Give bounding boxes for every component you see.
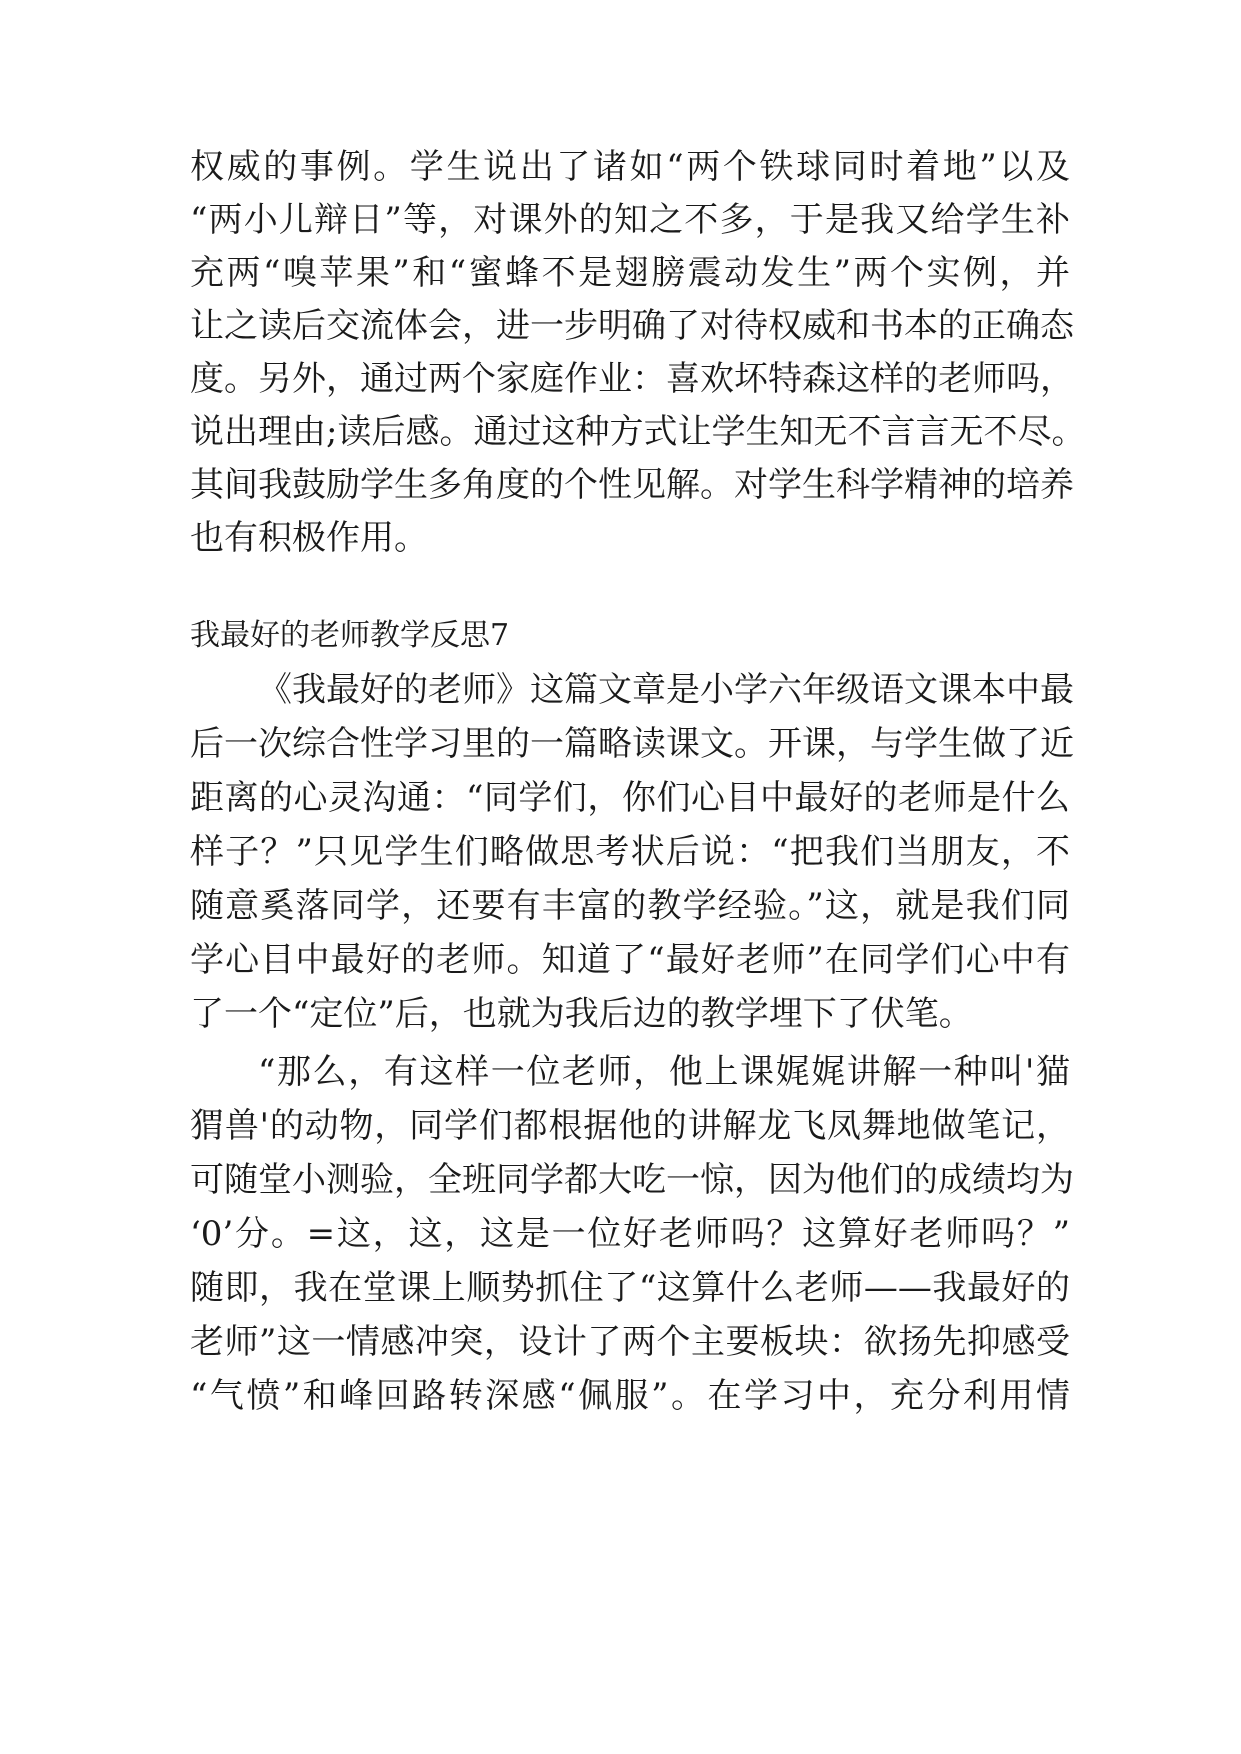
- paragraph-3-line-2: 猬兽'的动物，同学们都根据他的讲解龙飞凤舞地做笔记，: [190, 1106, 1070, 1146]
- paragraph-2-line-2: 后一次综合性学习里的一篇略读课文。开课，与学生做了近: [190, 724, 1074, 764]
- paragraph-1-line-3: 充两“嗅苹果”和“蜜蜂不是翅膀震动发生”两个实例，并: [190, 253, 1070, 293]
- paragraph-1-line-7: 其间我鼓励学生多角度的个性见解。对学生科学精神的培养: [190, 465, 1074, 505]
- paragraph-3-line-4: ‘0’分。=这，这，这是一位好老师吗？这算好老师吗？”: [190, 1214, 1070, 1254]
- section-title: 我最好的老师教学反思7: [190, 618, 510, 653]
- paragraph-3-line-5: 随即，我在堂课上顺势抓住了“这算什么老师——我最好的: [190, 1268, 1070, 1308]
- paragraph-3-line-3: 可随堂小测验，全班同学都大吃一惊，因为他们的成绩均为: [190, 1160, 1074, 1200]
- paragraph-2-line-3: 距离的心灵沟通：“同学们，你们心目中最好的老师是什么: [190, 778, 1070, 818]
- paragraph-3-line-7: “气愤”和峰回路转深感“佩服”。在学习中，充分利用情: [190, 1376, 1070, 1416]
- paragraph-1-line-4: 让之读后交流体会，进一步明确了对待权威和书本的正确态: [190, 306, 1074, 346]
- paragraph-1-line-5: 度。另外，通过两个家庭作业：喜欢坏特森这样的老师吗，: [190, 359, 1074, 399]
- paragraph-1-line-1: 权威的事例。学生说出了诸如“两个铁球同时着地”以及: [190, 147, 1070, 187]
- paragraph-2-line-6: 学心目中最好的老师。知道了“最好老师”在同学们心中有: [190, 940, 1070, 980]
- paragraph-3-line-1: “那么，有这样一位老师，他上课娓娓讲解一种叫'猫: [258, 1052, 1070, 1092]
- paragraph-2-line-5: 随意奚落同学，还要有丰富的教学经验。”这，就是我们同: [190, 886, 1070, 926]
- paragraph-1-line-2: “两小儿辩日”等，对课外的知之不多，于是我又给学生补: [190, 200, 1070, 240]
- paragraph-3-line-6: 老师”这一情感冲突，设计了两个主要板块：欲扬先抑感受: [190, 1322, 1070, 1362]
- paragraph-2-line-4: 样子？”只见学生们略做思考状后说：“把我们当朋友，不: [190, 832, 1070, 872]
- paragraph-2-line-7: 了一个“定位”后，也就为我后边的教学埋下了伏笔。: [190, 994, 973, 1034]
- paragraph-1-line-8: 也有积极作用。: [190, 518, 428, 558]
- paragraph-2-line-1: 《我最好的老师》这篇文章是小学六年级语文课本中最: [258, 670, 1074, 710]
- paragraph-1-line-6: 说出理由;读后感。通过这种方式让学生知无不言言无不尽。: [190, 412, 1086, 452]
